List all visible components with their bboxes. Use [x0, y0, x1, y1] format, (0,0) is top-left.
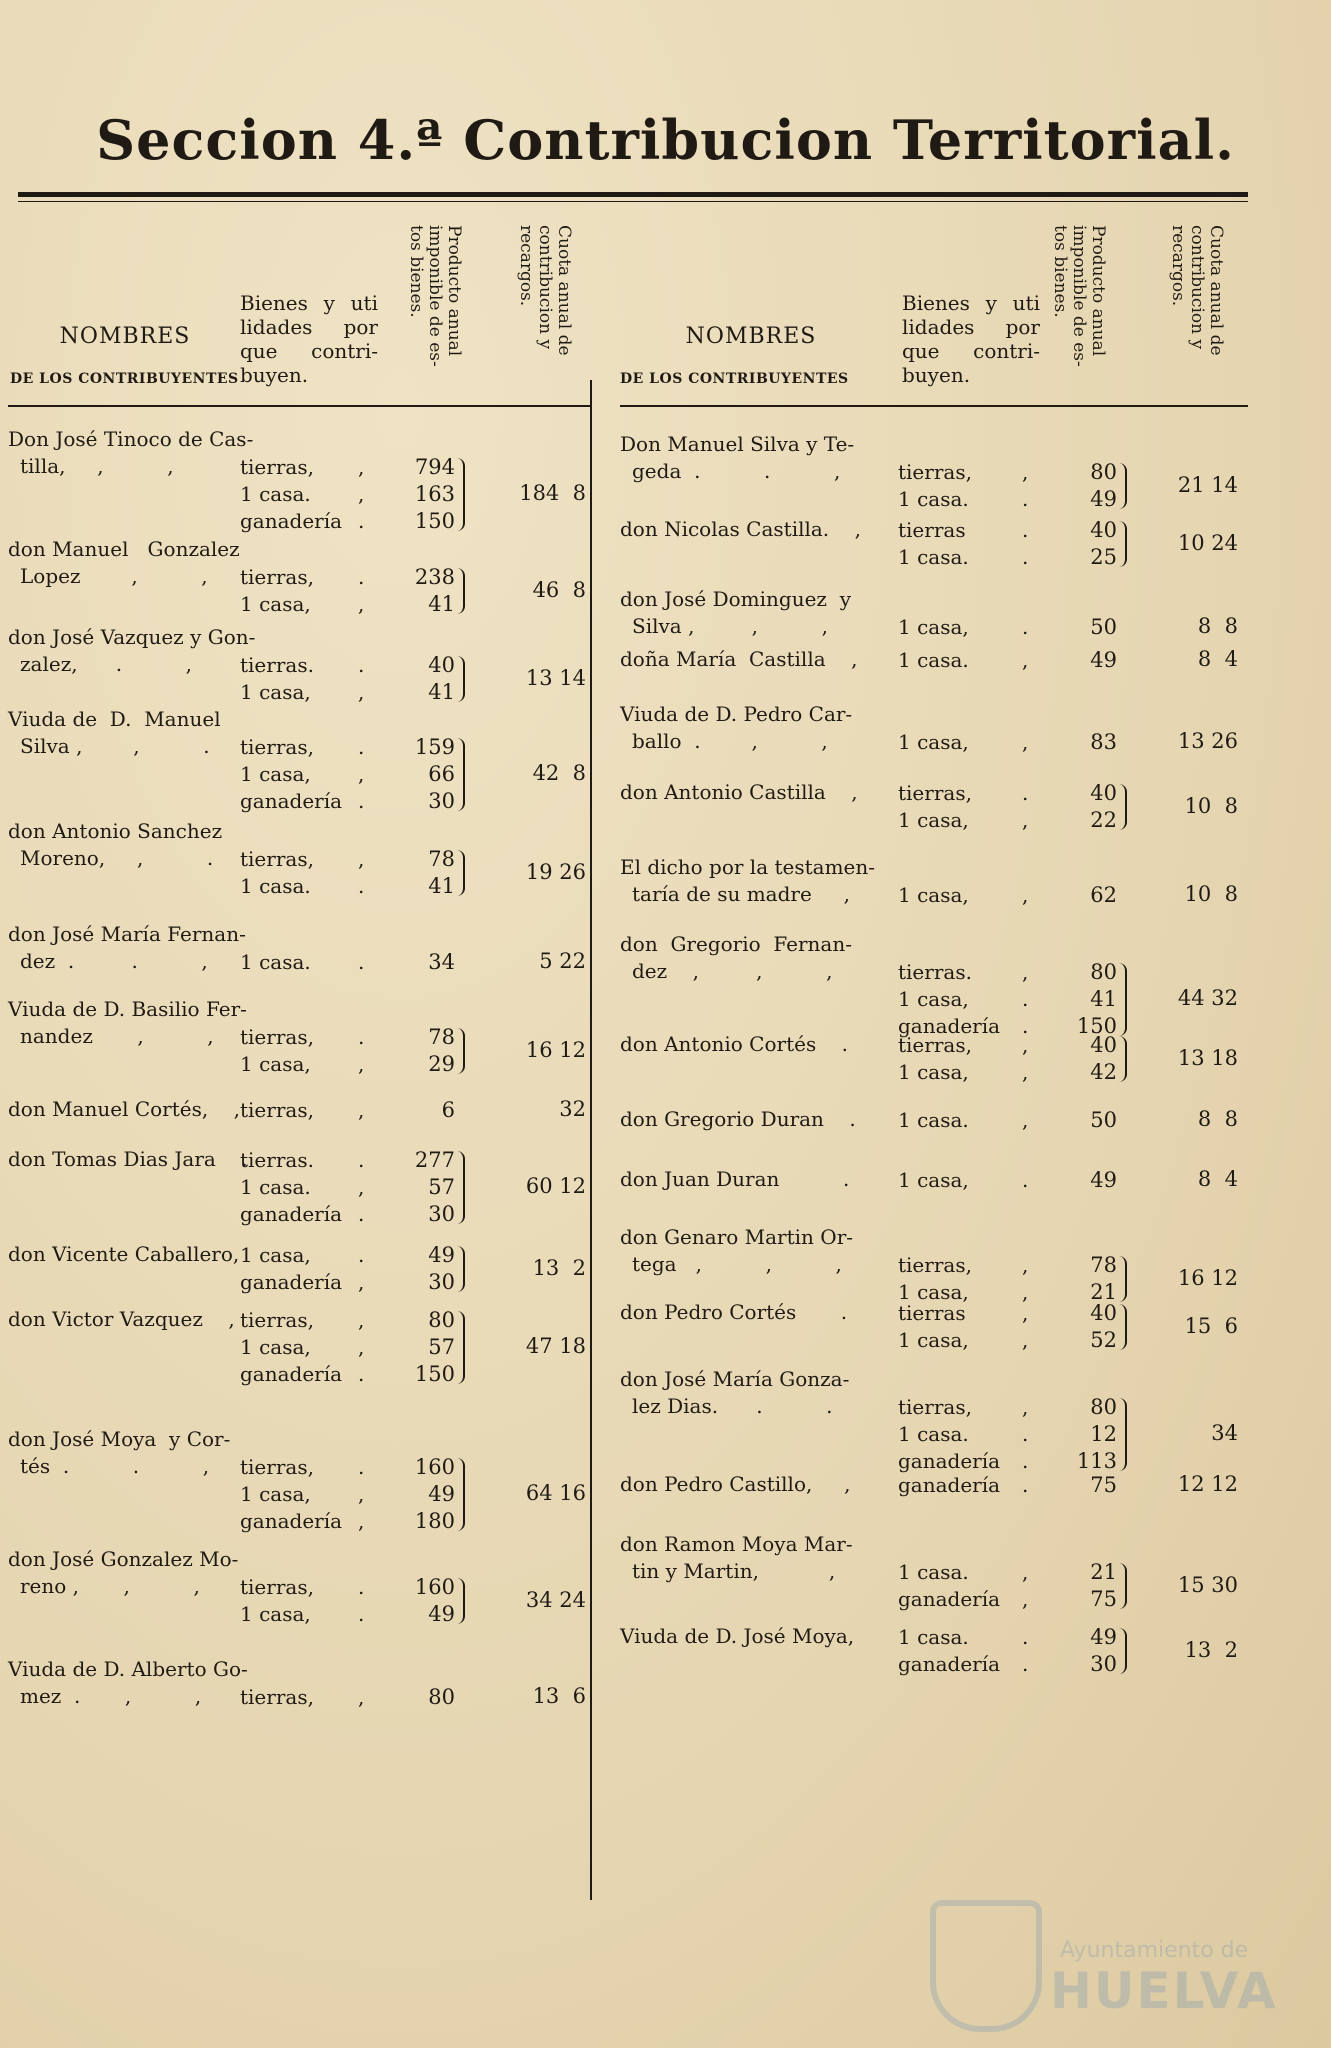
- brace: [457, 1028, 465, 1074]
- taxpayer-name: ballo . , ,: [632, 729, 828, 753]
- property-item: 1 casa,: [240, 1335, 311, 1359]
- brace: [1119, 1304, 1127, 1350]
- producto-value: 6: [441, 1098, 455, 1122]
- producto-value: 83: [1090, 730, 1117, 754]
- property-item: tierras,: [898, 1395, 972, 1419]
- item-punctuation: ,: [1022, 1060, 1029, 1084]
- taxpayer-name: Lopez , ,: [20, 564, 208, 588]
- property-item: 1 casa,: [240, 1482, 311, 1506]
- producto-value: 78: [428, 1025, 455, 1049]
- item-punctuation: .: [1022, 487, 1029, 511]
- property-item: ganadería: [240, 1509, 343, 1533]
- property-item: tierras,: [898, 1253, 972, 1277]
- property-item: 1 casa,: [898, 808, 969, 832]
- cuota-value: 47 18: [525, 1334, 586, 1358]
- property-item: 1 casa.: [898, 545, 969, 569]
- item-punctuation: ,: [358, 1308, 365, 1332]
- brace: [457, 1458, 465, 1531]
- brace: [1119, 1036, 1127, 1082]
- producto-value: 150: [414, 1362, 455, 1386]
- cuota-value: 21 14: [1177, 472, 1238, 497]
- producto-value: 41: [428, 874, 455, 898]
- property-item: ganadería: [898, 1014, 1001, 1038]
- taxpayer-name: don José Dominguez y: [620, 587, 851, 611]
- property-item: 1 casa,: [898, 1060, 969, 1084]
- taxpayer-name: Viuda de D. Pedro Car-: [620, 702, 853, 726]
- cuota-value: 60 12: [525, 1174, 586, 1198]
- cuota-value: 19 26: [525, 859, 586, 884]
- taxpayer-name: don Pedro Cortés .: [620, 1300, 848, 1324]
- property-item: ganadería: [898, 1473, 1001, 1497]
- producto-value: 163: [414, 482, 455, 506]
- item-punctuation: ,: [1022, 730, 1029, 754]
- item-punctuation: ,: [1022, 1560, 1029, 1584]
- producto-value: 30: [428, 1202, 455, 1226]
- property-item: 1 casa,: [898, 1280, 969, 1304]
- producto-value: 30: [428, 789, 455, 813]
- taxpayer-name: don Victor Vazquez ,: [8, 1307, 235, 1331]
- item-punctuation: .: [358, 950, 365, 974]
- cuota-value: 42 8: [532, 761, 586, 785]
- cuota-value: 184 8: [519, 481, 586, 505]
- property-item: tierras,: [898, 460, 972, 484]
- brace: [1119, 1628, 1127, 1674]
- taxpayer-name: dez , , ,: [632, 959, 833, 983]
- item-punctuation: .: [358, 1025, 365, 1049]
- producto-value: 113: [1076, 1449, 1117, 1473]
- property-item: 1 casa.: [898, 1108, 969, 1132]
- producto-value: 21: [1090, 1560, 1117, 1584]
- page-title: Seccion 4.ª Contribucion Territorial.: [96, 108, 1235, 172]
- left-table-header: [8, 215, 590, 407]
- item-punctuation: ,: [1022, 1033, 1029, 1057]
- cuota-value: 8 4: [1197, 1167, 1238, 1191]
- taxpayer-name: nandez , ,: [20, 1024, 214, 1048]
- item-punctuation: ,: [358, 847, 365, 871]
- property-item: 1 casa,: [240, 680, 311, 704]
- producto-value: 40: [1090, 781, 1117, 805]
- producto-value: 62: [1090, 883, 1117, 907]
- brace: [1119, 1563, 1127, 1609]
- item-punctuation: .: [358, 509, 365, 533]
- cuota-value: 15 6: [1184, 1313, 1238, 1338]
- taxpayer-name: reno , , ,: [20, 1574, 200, 1598]
- title-rule-thin: [18, 201, 1248, 202]
- property-item: ganadería: [240, 1202, 343, 1226]
- brace: [1119, 521, 1127, 567]
- property-item: 1 casa,: [240, 1052, 311, 1076]
- property-item: 1 casa,: [240, 1243, 311, 1267]
- producto-value: 80: [1090, 460, 1117, 484]
- header-nombres: NOMBRES DE LOS CONTRIBUYENTES: [620, 324, 849, 387]
- item-punctuation: ,: [1022, 1328, 1029, 1352]
- left-table: [8, 215, 590, 1709]
- taxpayer-name: don Antonio Sanchez: [8, 819, 223, 843]
- taxpayer-name: don Juan Duran .: [620, 1167, 850, 1191]
- producto-value: 40: [1090, 1301, 1117, 1325]
- producto-value: 277: [414, 1148, 455, 1172]
- property-item: 1 casa.: [898, 648, 969, 672]
- taxpayer-name: Don José Tinoco de Cas-: [8, 427, 254, 451]
- producto-value: 150: [1076, 1014, 1117, 1038]
- producto-value: 49: [428, 1482, 455, 1506]
- producto-value: 78: [1090, 1253, 1117, 1277]
- item-punctuation: .: [1022, 1449, 1029, 1473]
- producto-value: 49: [428, 1602, 455, 1626]
- item-punctuation: ,: [358, 1052, 365, 1076]
- item-punctuation: .: [358, 1362, 365, 1386]
- cuota-value: 8 4: [1197, 647, 1238, 671]
- taxpayer-name: tega , , ,: [632, 1252, 842, 1276]
- property-item: ganadería: [898, 1652, 1001, 1676]
- item-punctuation: ,: [358, 1509, 365, 1533]
- property-item: 1 casa.: [240, 950, 311, 974]
- property-item: tierras,: [240, 1685, 314, 1709]
- item-punctuation: ,: [358, 1482, 365, 1506]
- producto-value: 75: [1090, 1473, 1117, 1497]
- item-punctuation: .: [358, 874, 365, 898]
- cuota-value: 5 22: [539, 949, 586, 973]
- item-punctuation: ,: [1022, 808, 1029, 832]
- property-item: 1 casa,: [898, 615, 969, 639]
- property-item: tierras,: [240, 1575, 314, 1599]
- property-item: ganadería: [898, 1449, 1001, 1473]
- producto-value: 150: [414, 509, 455, 533]
- producto-value: 40: [428, 653, 455, 677]
- property-item: ganadería: [240, 509, 343, 533]
- property-item: tierras,: [240, 1098, 314, 1122]
- property-item: tierras: [898, 1301, 966, 1325]
- item-punctuation: .: [358, 1202, 365, 1226]
- property-item: tierras,: [898, 781, 972, 805]
- property-item: 1 casa,: [898, 730, 969, 754]
- taxpayer-name: Viuda de D. Manuel: [8, 707, 221, 731]
- producto-value: 180: [414, 1509, 455, 1533]
- item-punctuation: .: [358, 735, 365, 759]
- producto-value: 794: [414, 455, 455, 479]
- producto-value: 21: [1090, 1280, 1117, 1304]
- shield-icon: [930, 1900, 1042, 2032]
- taxpayer-name: don Gregorio Fernan-: [620, 932, 852, 956]
- taxpayer-name: Viuda de D. Basilio Fer-: [8, 997, 247, 1021]
- producto-value: 34: [428, 950, 455, 974]
- producto-value: 75: [1090, 1587, 1117, 1611]
- property-item: ganadería: [240, 1270, 343, 1294]
- cuota-value: 8 8: [1197, 614, 1238, 638]
- cuota-value: 10 24: [1177, 530, 1238, 555]
- property-item: 1 casa,: [240, 592, 311, 616]
- cuota-value: 13 2: [1184, 1637, 1238, 1662]
- taxpayer-name: don Genaro Martin Or-: [620, 1225, 854, 1249]
- cuota-value: 13 18: [1177, 1045, 1238, 1070]
- item-punctuation: .: [1022, 615, 1029, 639]
- cuota-value: 12 12: [1177, 1472, 1238, 1496]
- title-rule: [18, 192, 1248, 197]
- property-item: tierras,: [240, 847, 314, 871]
- producto-value: 57: [428, 1175, 455, 1199]
- brace: [457, 1311, 465, 1384]
- taxpayer-name: Silva , , ,: [632, 614, 828, 638]
- producto-value: 66: [428, 762, 455, 786]
- producto-value: 12: [1090, 1422, 1117, 1446]
- taxpayer-name: Viuda de D. José Moya,: [620, 1624, 855, 1648]
- producto-value: 80: [428, 1308, 455, 1332]
- header-bienes: Bienes y uti lidades por que contri- buyen.: [902, 291, 1040, 387]
- header-producto: Producto anual imponible de es- tos bienes.: [406, 225, 464, 367]
- item-punctuation: ,: [1022, 1108, 1029, 1132]
- cuota-value: 13 6: [532, 1684, 586, 1708]
- cuota-value: 10 8: [1184, 793, 1238, 818]
- watermark-big: HUELVA: [1050, 1962, 1278, 2020]
- item-punctuation: .: [1022, 1168, 1029, 1192]
- item-punctuation: .: [358, 1575, 365, 1599]
- cuota-value: 44 32: [1177, 986, 1238, 1010]
- brace: [457, 656, 465, 702]
- property-item: 1 casa.: [240, 1175, 311, 1199]
- property-item: 1 casa.: [898, 1625, 969, 1649]
- producto-value: 49: [1090, 648, 1117, 672]
- producto-value: 80: [1090, 960, 1117, 984]
- item-punctuation: ,: [1022, 1395, 1029, 1419]
- property-item: tierras,: [240, 1025, 314, 1049]
- taxpayer-name: geda . . ,: [632, 459, 841, 483]
- header-nombres: NOMBRES DE LOS CONTRIBUYENTES: [10, 324, 239, 387]
- producto-value: 49: [1090, 1625, 1117, 1649]
- property-item: 1 casa,: [898, 1168, 969, 1192]
- taxpayer-name: don Antonio Castilla ,: [620, 780, 858, 804]
- cuota-value: 13 2: [532, 1255, 586, 1280]
- cuota-value: 34: [1211, 1421, 1238, 1445]
- taxpayer-name: don Manuel Cortés, ,: [8, 1097, 241, 1121]
- property-item: 1 casa,: [898, 883, 969, 907]
- producto-value: 49: [1090, 1168, 1117, 1192]
- taxpayer-name: don Nicolas Castilla. ,: [620, 517, 861, 541]
- brace: [457, 850, 465, 896]
- property-item: tierras.: [240, 653, 314, 677]
- producto-value: 42: [1090, 1060, 1117, 1084]
- property-item: tierras,: [240, 455, 314, 479]
- producto-value: 30: [1090, 1652, 1117, 1676]
- taxpayer-name: taría de su madre ,: [632, 882, 850, 906]
- property-item: tierras: [898, 518, 966, 542]
- item-punctuation: ,: [358, 680, 365, 704]
- watermark-top: Ayuntamiento de: [1060, 1938, 1249, 1963]
- producto-value: 49: [428, 1243, 455, 1267]
- brace: [1119, 784, 1127, 830]
- property-item: tierras.: [240, 1148, 314, 1172]
- producto-value: 40: [1090, 1033, 1117, 1057]
- cuota-value: 32: [559, 1097, 586, 1121]
- item-punctuation: ,: [358, 1335, 365, 1359]
- item-punctuation: ,: [358, 1270, 365, 1294]
- brace: [1119, 463, 1127, 509]
- header-producto: Producto anual imponible de es- tos bienes.: [1050, 225, 1108, 367]
- cuota-value: 8 8: [1197, 1107, 1238, 1131]
- cuota-value: 46 8: [532, 577, 586, 602]
- property-item: 1 casa.: [898, 487, 969, 511]
- item-punctuation: .: [358, 1455, 365, 1479]
- taxpayer-name: don José María Gonza-: [620, 1367, 850, 1391]
- taxpayer-name: doña María Castilla ,: [620, 647, 858, 671]
- item-punctuation: .: [1022, 1473, 1029, 1497]
- right-table: [620, 215, 1248, 1676]
- producto-value: 25: [1090, 545, 1117, 569]
- property-item: 1 casa.: [240, 874, 311, 898]
- property-item: ganadería: [240, 1362, 343, 1386]
- item-punctuation: .: [358, 1602, 365, 1626]
- producto-value: 78: [428, 847, 455, 871]
- producto-value: 238: [414, 565, 455, 589]
- producto-value: 50: [1090, 1108, 1117, 1132]
- brace: [457, 1151, 465, 1224]
- item-punctuation: .: [1022, 545, 1029, 569]
- item-punctuation: ,: [358, 482, 365, 506]
- brace: [1119, 1256, 1127, 1302]
- taxpayer-name: don Antonio Cortés .: [620, 1032, 848, 1056]
- taxpayer-name: don Manuel Gonzalez: [8, 537, 240, 561]
- brace: [457, 1578, 465, 1624]
- brace: [457, 568, 465, 614]
- item-punctuation: ,: [358, 762, 365, 786]
- item-punctuation: .: [358, 653, 365, 677]
- taxpayer-name: don José Vazquez y Gon-: [8, 625, 256, 649]
- item-punctuation: .: [358, 1243, 365, 1267]
- taxpayer-name: lez Dias. . .: [632, 1394, 833, 1418]
- item-punctuation: ,: [1022, 883, 1029, 907]
- cuota-value: 13 26: [1177, 729, 1238, 753]
- property-item: tierras,: [240, 1455, 314, 1479]
- item-punctuation: .: [358, 565, 365, 589]
- item-punctuation: ,: [1022, 1587, 1029, 1611]
- header-cuota: Cuota anual de contribucion y recargos.: [1168, 225, 1226, 356]
- taxpayer-name: don Vicente Caballero,: [8, 1242, 240, 1266]
- item-punctuation: ,: [358, 1175, 365, 1199]
- brace: [457, 1246, 465, 1292]
- item-punctuation: .: [1022, 1652, 1029, 1676]
- property-item: tierras,: [898, 1033, 972, 1057]
- cuota-value: 15 30: [1177, 1572, 1238, 1597]
- taxpayer-name: Viuda de D. Alberto Go-: [8, 1657, 248, 1681]
- cuota-value: 16 12: [1177, 1265, 1238, 1290]
- taxpayer-name: tin y Martin, ,: [632, 1559, 836, 1583]
- producto-value: 80: [1090, 1395, 1117, 1419]
- cuota-value: 16 12: [525, 1037, 586, 1062]
- cuota-value: 34 24: [525, 1587, 586, 1612]
- item-punctuation: ,: [1022, 960, 1029, 984]
- property-item: tierras,: [240, 565, 314, 589]
- item-punctuation: ,: [1022, 648, 1029, 672]
- property-item: 1 casa,: [240, 1602, 311, 1626]
- taxpayer-name: Moreno, , .: [20, 846, 214, 870]
- brace: [457, 458, 465, 531]
- item-punctuation: .: [1022, 1625, 1029, 1649]
- brace: [1119, 963, 1127, 1036]
- property-item: 1 casa,: [240, 762, 311, 786]
- taxpayer-name: dez . . ,: [20, 949, 208, 973]
- taxpayer-name: don José Gonzalez Mo-: [8, 1547, 239, 1571]
- taxpayer-name: El dicho por la testamen-: [620, 855, 876, 879]
- producto-value: 80: [428, 1685, 455, 1709]
- taxpayer-name: don José Moya y Cor-: [8, 1427, 231, 1451]
- property-item: ganadería: [898, 1587, 1001, 1611]
- column-divider: [590, 380, 592, 1900]
- cuota-value: 64 16: [525, 1481, 586, 1505]
- item-punctuation: ,: [1022, 1280, 1029, 1304]
- taxpayer-name: don José María Fernan-: [8, 922, 246, 946]
- right-table-header: [620, 215, 1248, 407]
- item-punctuation: ,: [358, 1685, 365, 1709]
- taxpayer-name: don Tomas Dias Jara .: [8, 1147, 248, 1171]
- producto-value: 29: [428, 1052, 455, 1076]
- huelva-watermark: [920, 1890, 1278, 2030]
- producto-value: 41: [1090, 987, 1117, 1011]
- producto-value: 52: [1090, 1328, 1117, 1352]
- item-punctuation: ,: [1022, 460, 1029, 484]
- producto-value: 30: [428, 1270, 455, 1294]
- property-item: ganadería: [240, 789, 343, 813]
- header-cuota: Cuota anual de contribucion y recargos.: [516, 225, 574, 356]
- producto-value: 49: [1090, 487, 1117, 511]
- property-item: 1 casa.: [898, 1422, 969, 1446]
- cuota-value: 13 14: [525, 665, 586, 690]
- taxpayer-name: tilla, , ,: [20, 454, 174, 478]
- producto-value: 41: [428, 592, 455, 616]
- brace: [1119, 1398, 1127, 1471]
- property-item: 1 casa.: [240, 482, 311, 506]
- taxpayer-name: mez . , ,: [20, 1684, 202, 1708]
- item-punctuation: ,: [1022, 1253, 1029, 1277]
- property-item: 1 casa.: [898, 1560, 969, 1584]
- taxpayer-name: don Pedro Castillo, ,: [620, 1472, 851, 1496]
- taxpayer-name: zalez, . ,: [20, 652, 193, 676]
- producto-value: 40: [1090, 518, 1117, 542]
- producto-value: 41: [428, 680, 455, 704]
- taxpayer-name: Silva , , .: [20, 734, 210, 758]
- producto-value: 50: [1090, 615, 1117, 639]
- item-punctuation: .: [1022, 987, 1029, 1011]
- producto-value: 160: [414, 1455, 455, 1479]
- item-punctuation: .: [1022, 518, 1029, 542]
- item-punctuation: .: [1022, 1014, 1029, 1038]
- producto-value: 22: [1090, 808, 1117, 832]
- property-item: 1 casa,: [898, 987, 969, 1011]
- property-item: tierras.: [898, 960, 972, 984]
- producto-value: 57: [428, 1335, 455, 1359]
- taxpayer-name: don Ramon Moya Mar-: [620, 1532, 853, 1556]
- brace: [457, 738, 465, 811]
- item-punctuation: ,: [1022, 1301, 1029, 1325]
- property-item: tierras,: [240, 735, 314, 759]
- item-punctuation: ,: [358, 592, 365, 616]
- item-punctuation: ,: [358, 455, 365, 479]
- header-bienes: Bienes y uti lidades por que contri- buyen.: [240, 291, 378, 387]
- taxpayer-name: Don Manuel Silva y Te-: [620, 432, 855, 456]
- item-punctuation: .: [1022, 781, 1029, 805]
- producto-value: 160: [414, 1575, 455, 1599]
- item-punctuation: .: [1022, 1422, 1029, 1446]
- property-item: 1 casa,: [898, 1328, 969, 1352]
- item-punctuation: ,: [358, 1098, 365, 1122]
- item-punctuation: .: [358, 1148, 365, 1172]
- taxpayer-name: tés . . ,: [20, 1454, 210, 1478]
- cuota-value: 10 8: [1184, 882, 1238, 906]
- property-item: tierras,: [240, 1308, 314, 1332]
- producto-value: 159: [414, 735, 455, 759]
- item-punctuation: .: [358, 789, 365, 813]
- taxpayer-name: don Gregorio Duran .: [620, 1107, 856, 1131]
